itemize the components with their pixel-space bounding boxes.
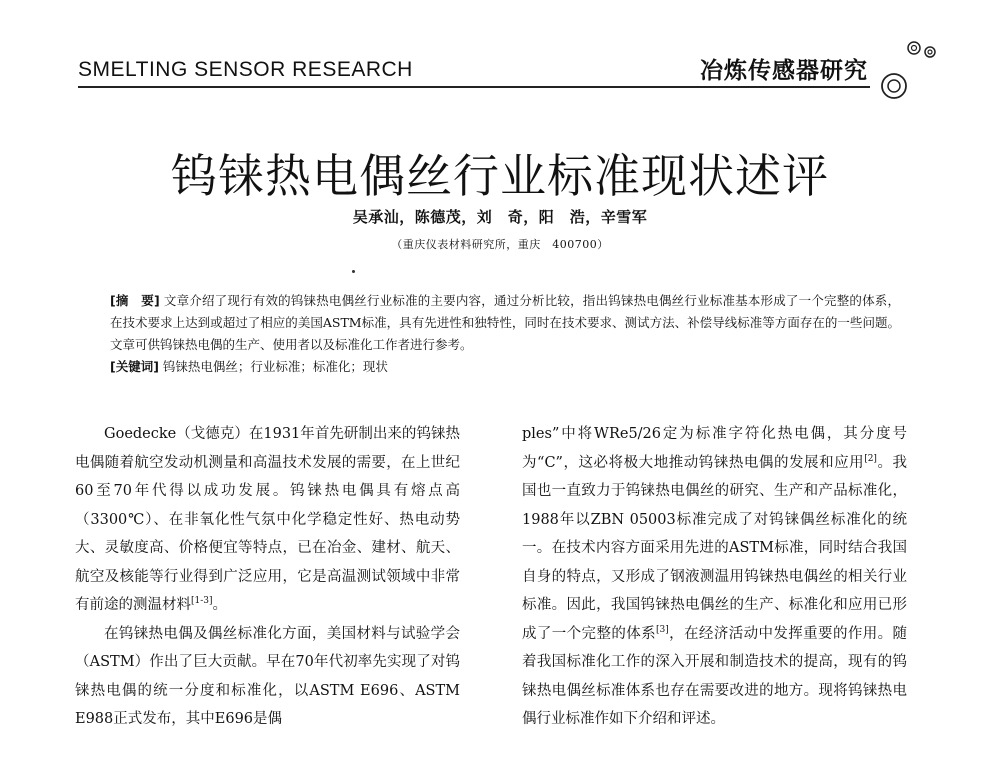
citation-ref: [1-3] [191, 596, 213, 606]
paragraph-text: ples”中将WRe5/26定为标准字符化热电偶，其分度号为“C”，这必将极大地推动钨铼热电偶的发展和应用 [522, 426, 907, 471]
body-left-column [75, 420, 460, 734]
body-right-column [522, 420, 907, 734]
abstract-block [110, 290, 900, 378]
decorative-dot [352, 270, 355, 273]
journal-name-english: SMELTING SENSOR RESEARCH [78, 58, 413, 81]
journal-logo-icon [868, 38, 938, 108]
paragraph-text: Goedecke（戈德克）在1931年首先研制出来的钨铼热电偶随着航空发动机测量和高温技术发展的需要，在上世纪60至70年代得以成功发展。钨铼热电偶具有熔点高（3300℃）、在非氧化性气氛中化学稳定性好、热电动势大、灵敏度高、价格便宜等特点，已在冶金、建材、航天、航空及核能等行业得到广泛应用，它是高温测试领域中非常有前途的测温材料 [75, 426, 460, 613]
keywords-text: 钨铼热电偶丝；行业标准；标准化；现状 [162, 359, 388, 374]
paragraph-text: ，在经济活动中发挥重要的作用。随着我国标准化工作的深入开展和制造技术的提高，现有的钨铼热电偶丝标准体系也存在需要改进的地方。现将钨铼热电偶行业标准作如下介绍和评述。 [522, 625, 908, 727]
keywords-label: [关键词] [110, 359, 159, 374]
header-rule [78, 86, 870, 88]
body-paragraph [522, 420, 907, 734]
citation-ref: [2] [864, 453, 877, 464]
body-paragraph: 在钨铼热电偶及偶丝标准化方面，美国材料与试验学会（ASTM）作出了巨大贡献。早在70年代初率先实现了对钨铼热电偶的统一分度和标准化，以ASTM E696、ASTM E988正式发布，其中E696是偶 [75, 625, 460, 727]
article-title: 钨铼热电偶丝行业标准现状述评 [171, 149, 829, 203]
keywords-line [110, 356, 900, 378]
journal-name-chinese: 冶炼传感器研究 [700, 58, 868, 84]
paragraph-end: 。 [212, 597, 228, 613]
author-affiliation: （重庆仪表材料研究所，重庆 400700） [391, 238, 609, 251]
paragraph-text: 。我国也一直致力于钨铼热电偶丝的研究、生产和产品标准化，1988年以ZBN 05003标准完成了对钨铼偶丝标准化的统一。在技术内容方面采用先进的ASTM标准，同时结合我国自身的特点，又形成了钢液测温用钨铼热电偶丝的相关行业标准。因此，我国钨铼热电偶丝的生产、标准化和应用已形成了一个完整的体系 [522, 454, 908, 642]
body-paragraph [75, 420, 460, 620]
abstract-text: 文章介绍了现行有效的钨铼热电偶丝行业标准的主要内容，通过分析比较，指出钨铼热电偶丝行业标准基本形成了一个完整的体系，在技术要求上达到或超过了相应的美国ASTM标准，具有先进性和独特性，同时在技术要求、测试方法、补偿导线标准等方面存在的一些问题。文章可供钨铼热电偶的生产、使用者以及标准化工作者进行参考。 [110, 293, 900, 352]
citation-ref: [3] [656, 624, 669, 635]
abstract-paragraph [110, 290, 900, 356]
abstract-label: [摘 要] [110, 293, 160, 308]
article-authors: 吴承汕，陈德茂，刘 奇，阳 浩，辛雪军 [352, 208, 648, 226]
